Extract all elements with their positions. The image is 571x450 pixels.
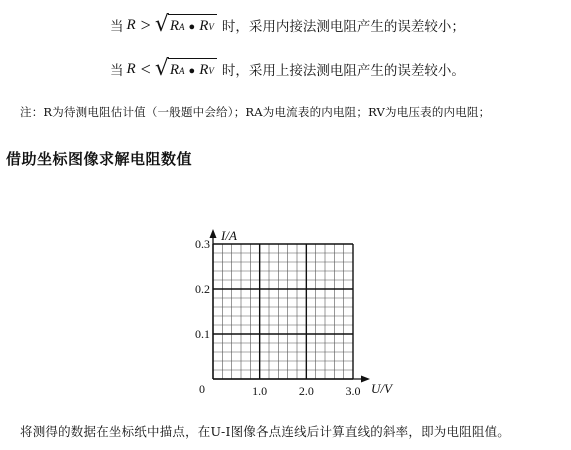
rv-sub: V — [208, 65, 214, 76]
grid-major-lines — [213, 244, 353, 379]
formula-var-r: R — [126, 60, 136, 77]
origin-label: 0 — [199, 382, 205, 396]
x-axis-title: U/V — [371, 381, 392, 396]
y-tick-label: 0.2 — [195, 282, 210, 296]
radical-sign: √ — [154, 12, 169, 37]
rv-base: R — [199, 18, 209, 34]
square-root-expression — [155, 14, 217, 36]
formula-line-inner — [110, 12, 465, 38]
chart-axes — [210, 229, 371, 383]
formula-suffix: 时，采用内接法测电阻产生的误差较小； — [221, 19, 465, 35]
multiply-dot: ● — [188, 64, 196, 77]
ra-base: R — [169, 62, 180, 78]
section-heading: 借助坐标图像求解电阻数值 — [6, 150, 193, 168]
formula-comparator: > — [140, 14, 151, 35]
y-tick-label: 0.1 — [195, 327, 210, 341]
x-tick-label: 1.0 — [252, 384, 268, 398]
note-text: 注：R为待测电阻估计值（一般题中会给）；RA为电流表的内电阻；RV为电压表的内电阻； — [20, 105, 491, 119]
formula-prefix: 当 — [110, 19, 124, 35]
radicand — [168, 58, 217, 80]
ra-base: R — [169, 18, 180, 34]
x-tick-label: 2.0 — [298, 384, 314, 398]
formula-line-outer — [110, 56, 465, 82]
coordinate-grid-chart — [185, 222, 395, 402]
radical-sign: √ — [154, 56, 169, 81]
formula-suffix: 时，采用上接法测电阻产生的误差较小。 — [221, 63, 465, 79]
ra-sub: A — [179, 21, 185, 32]
x-axis-arrow-icon — [361, 376, 370, 383]
tick-labels — [195, 237, 361, 398]
formula-comparator: < — [140, 58, 151, 79]
formula-var-r: R — [126, 16, 136, 33]
ra-sub: A — [179, 65, 185, 76]
y-axis-title: I/A — [221, 228, 237, 243]
multiply-dot: ● — [188, 20, 196, 33]
rv-sub: V — [208, 21, 214, 32]
caption-text: 将测得的数据在坐标纸中描点，在U-I图像各点连线后计算直线的斜率，即为电阻阻值。 — [20, 424, 510, 439]
x-tick-label: 3.0 — [345, 384, 361, 398]
formula-prefix: 当 — [110, 63, 124, 79]
y-axis-arrow-icon — [210, 229, 217, 238]
radicand — [168, 14, 217, 36]
y-tick-label: 0.3 — [195, 237, 210, 251]
grid-minor-lines — [213, 244, 353, 379]
rv-base: R — [199, 62, 209, 78]
square-root-expression — [155, 58, 217, 80]
